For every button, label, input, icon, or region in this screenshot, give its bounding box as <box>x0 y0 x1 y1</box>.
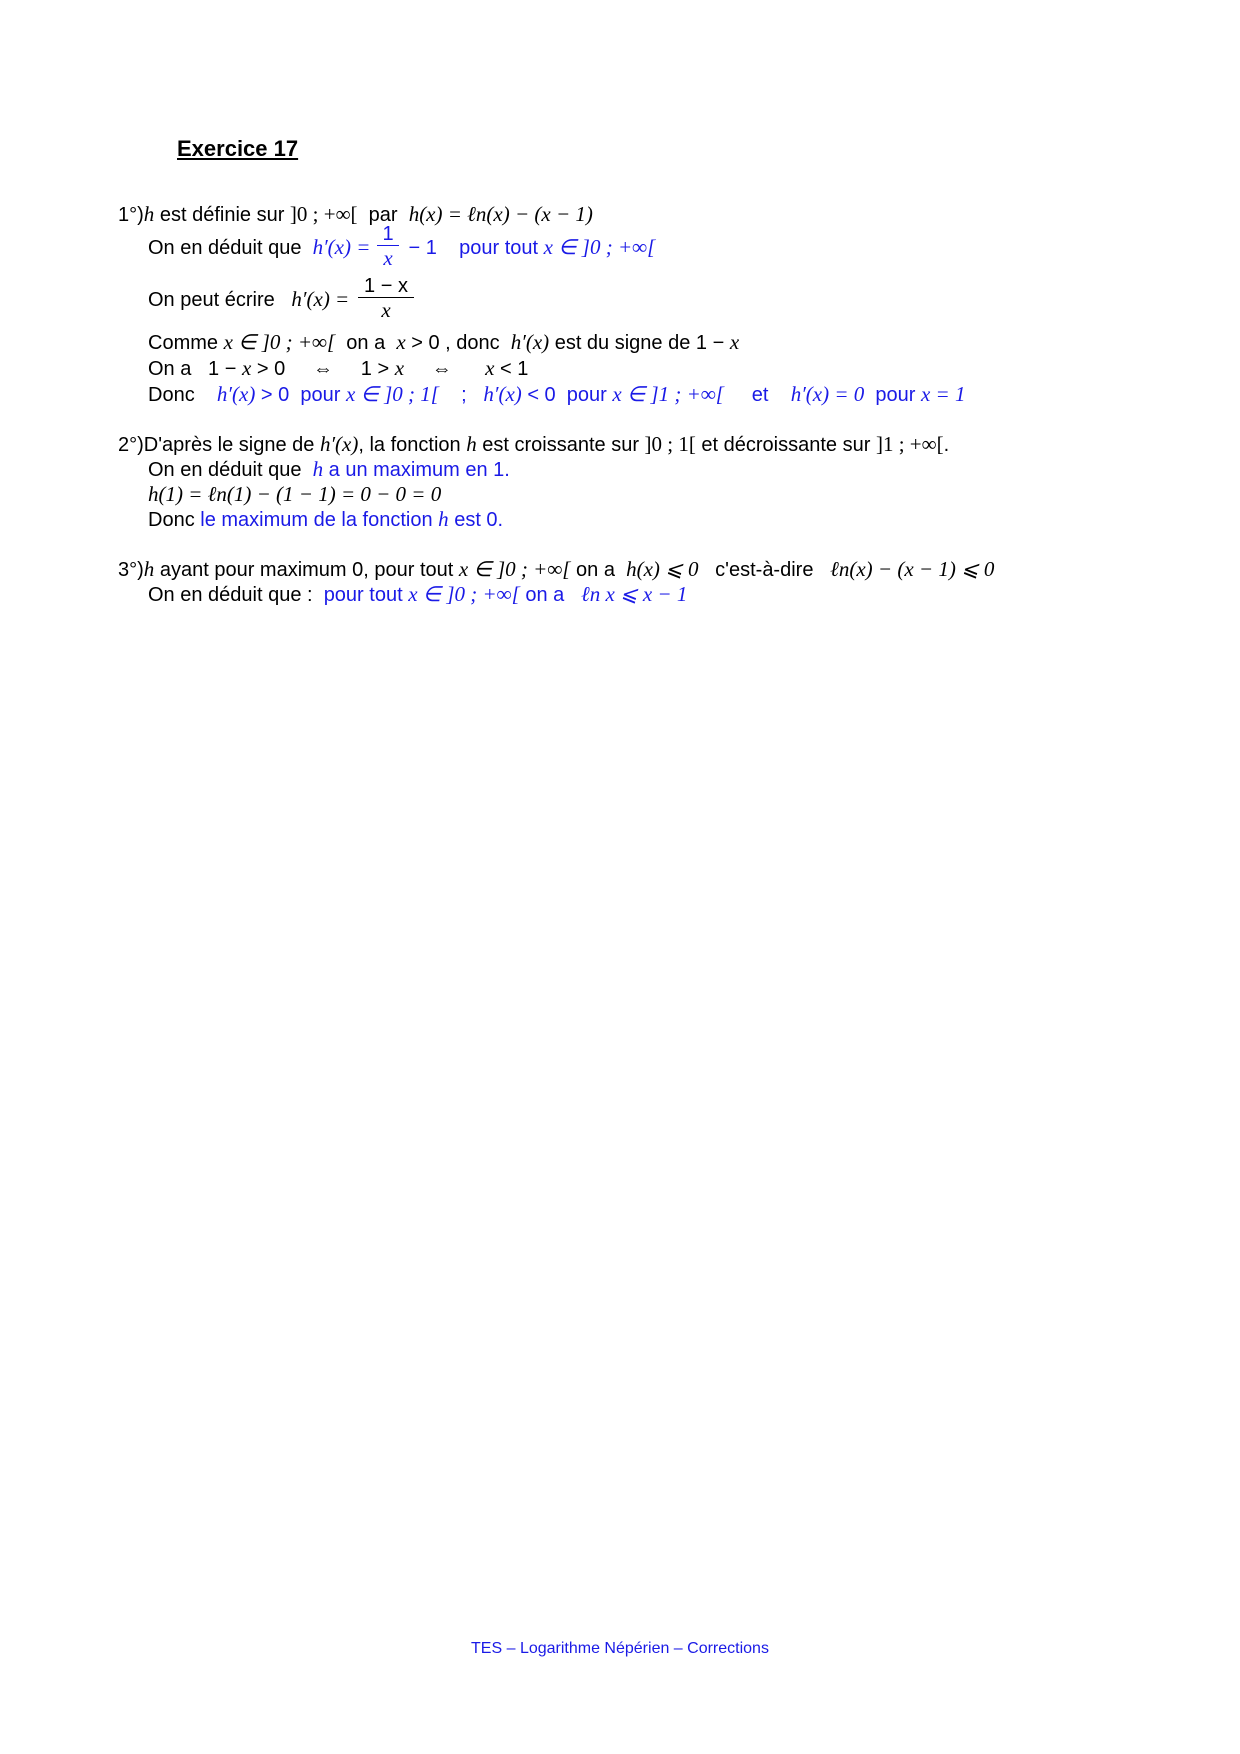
q2-line-maximum: On en déduit que h a un maximum en 1. <box>148 457 510 481</box>
q2-line-variation: 2°)D'après le signe de h′(x), la fonction h est croissante sur ]0 ; 1[ et décroissante sur ]1 ; +∞[. <box>118 432 950 456</box>
q2-line-computation: h(1) = ℓn(1) − (1 − 1) = 0 − 0 = 0 <box>148 482 442 506</box>
q2-number: 2°) <box>118 434 144 456</box>
q1-line-equivalence: On a 1 − x > 0 ⇔ 1 > x ⇔ x < 1 <box>148 356 529 380</box>
q1-line-derivative: On en déduit que h′(x) = <box>148 235 376 259</box>
q1-derivative-domain: − 1 pour tout x ∈ ]0 ; +∞[ <box>403 235 656 259</box>
q1-rewrite-fraction: $\frac{1 - x}{x}$ <box>358 275 414 322</box>
q3-line-statement: 3°)h ayant pour maximum 0, pour tout x ∈ ]0 ; +∞[ on a h(x) ⩽ 0 c'est-à-dire ℓn(x) − (x − 1) ⩽ 0 <box>118 557 995 581</box>
q1-derivative-fraction: $\frac{1}{x}$ <box>377 223 399 270</box>
q1-line-rewrite: On peut écrire h′(x) = <box>148 287 355 311</box>
q1-number: 1°) <box>118 204 144 226</box>
q1-line-comme: Comme x ∈ ]0 ; +∞[ on a x > 0 , donc h′(x) est du signe de 1 − x <box>148 330 740 354</box>
page-title: Exercice 17 <box>177 136 299 161</box>
q3-line-conclusion: On en déduit que : pour tout x ∈ ]0 ; +∞[ on a ℓn x ⩽ x − 1 <box>148 582 688 606</box>
page-footer: TES – Logarithme Népérien – Corrections <box>471 1640 769 1657</box>
q1-line-conclusion: Donc h′(x) > 0 pour x ∈ ]0 ; 1[ ; h′(x) < 0 pour x ∈ ]1 ; +∞[ et h′(x) = 0 pour x = 1 <box>148 382 966 406</box>
q3-number: 3°) <box>118 559 144 581</box>
q2-line-conclusion: Donc le maximum de la fonction h est 0. <box>148 507 504 531</box>
q1-line-definition: 1°)h est définie sur ]0 ; +∞[ par h(x) = ℓn(x) − (x − 1) <box>118 202 593 226</box>
